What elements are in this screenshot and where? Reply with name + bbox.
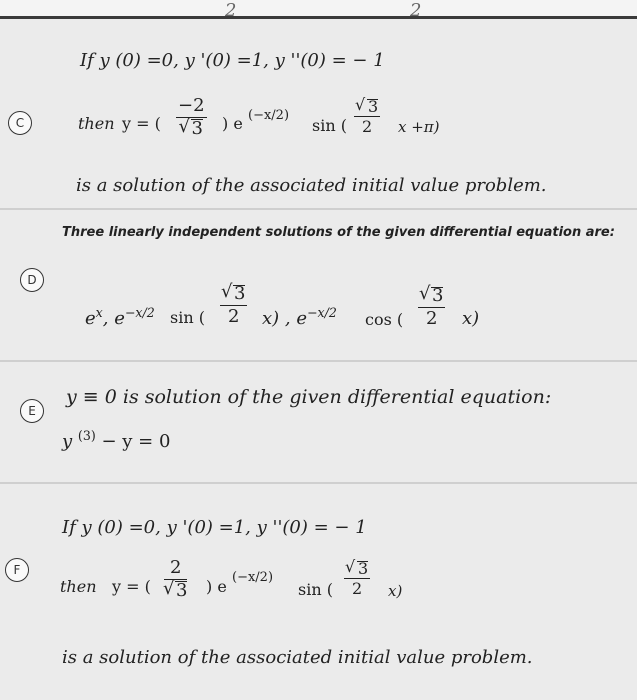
option-c-sin-arg xyxy=(354,98,380,137)
option-d-sin-num: √ 3 xyxy=(222,284,245,305)
option-e-equation xyxy=(62,428,170,452)
option-f-sin-num: √ 3 xyxy=(346,560,368,578)
option-f-condition: If y (0) =0, y '(0) =1, y ''(0) = − 1 xyxy=(62,517,367,538)
top-strip-line xyxy=(0,16,637,19)
option-f-tail: is a solution of the associated initial value problem. xyxy=(62,647,533,668)
option-f-radio[interactable] xyxy=(5,558,29,582)
top-number-right: 2 xyxy=(410,0,422,21)
option-d-cos-num: √ 3 xyxy=(420,286,443,307)
option-d-sin-arg xyxy=(220,284,247,327)
option-f-coefficient xyxy=(164,558,187,601)
top-strip xyxy=(0,0,637,18)
divider-d-e xyxy=(0,360,637,362)
option-c-y-equals: y = ( xyxy=(122,114,161,133)
option-d-sin: sin ( xyxy=(170,308,205,327)
option-e-eq: − y = 0 xyxy=(101,431,171,452)
option-d-cos-x: x) xyxy=(462,308,480,329)
option-d-sin-x: x) , e xyxy=(262,308,307,329)
option-c-coefficient xyxy=(176,96,207,139)
option-e-y: y xyxy=(62,431,73,452)
option-d-sin-den: 2 xyxy=(228,305,240,327)
option-f-sin-den: 2 xyxy=(352,579,363,599)
option-f-coef-den: √ 3 xyxy=(164,580,187,602)
option-c-sin-den: 2 xyxy=(362,117,373,137)
option-d-cos-arg xyxy=(418,286,445,329)
option-f-y-equals: y = ( xyxy=(112,577,151,596)
option-f-letter: F xyxy=(13,563,21,577)
option-d-e1 xyxy=(85,305,155,329)
option-c-coef-den: √ 3 xyxy=(180,118,203,140)
option-c-condition: If y (0) =0, y '(0) =1, y ''(0) = − 1 xyxy=(80,50,385,71)
option-f-exponent: (−x/2) xyxy=(232,570,274,585)
option-e-letter: E xyxy=(28,404,36,418)
option-d-e2-base: , e xyxy=(102,308,125,329)
option-c-radio[interactable] xyxy=(8,111,32,135)
option-d-e1-exp: x xyxy=(95,305,103,320)
option-d-heading: Three linearly independent solutions of the given differential equation are: xyxy=(62,225,615,240)
option-e-statement: y ≡ 0 is solution of the given differential equation: xyxy=(66,386,552,408)
option-d-e3-exp: −x/2 xyxy=(307,305,337,320)
option-d-cos-den: 2 xyxy=(426,307,438,329)
option-c-sin-x: x +π) xyxy=(398,118,440,136)
option-f-sin: sin ( xyxy=(298,580,333,599)
option-f-sin-x: x) xyxy=(388,582,403,600)
option-f-exp-base: ) e xyxy=(206,577,227,596)
option-d-radio[interactable] xyxy=(20,268,44,292)
option-c-exponent: (−x/2) xyxy=(248,108,290,123)
divider-e-f xyxy=(0,482,637,484)
option-c-coef-num: −2 xyxy=(178,95,205,116)
option-d-mid xyxy=(262,305,337,329)
option-d-e2-exp: −x/2 xyxy=(124,305,155,320)
option-f-sin-arg xyxy=(344,560,370,599)
divider-c-d xyxy=(0,208,637,210)
top-number-left: 2 xyxy=(225,0,237,21)
option-d-e1-base: e xyxy=(85,308,96,329)
option-d-cos: cos ( xyxy=(365,310,404,329)
option-e-order: (3) xyxy=(77,428,96,443)
option-f-then: then xyxy=(60,577,97,596)
option-c-tail: is a solution of the associated initial value problem. xyxy=(76,175,547,196)
option-c-exp-base: ) e xyxy=(222,114,243,133)
option-c-letter: C xyxy=(15,116,25,130)
option-e-radio[interactable] xyxy=(20,399,44,423)
option-c-then: then xyxy=(78,114,115,133)
option-f-coef-num: 2 xyxy=(164,558,187,580)
option-c-sin-num: √ 3 xyxy=(356,98,378,116)
option-c-sin: sin ( xyxy=(312,116,347,135)
option-d-letter: D xyxy=(27,273,37,287)
